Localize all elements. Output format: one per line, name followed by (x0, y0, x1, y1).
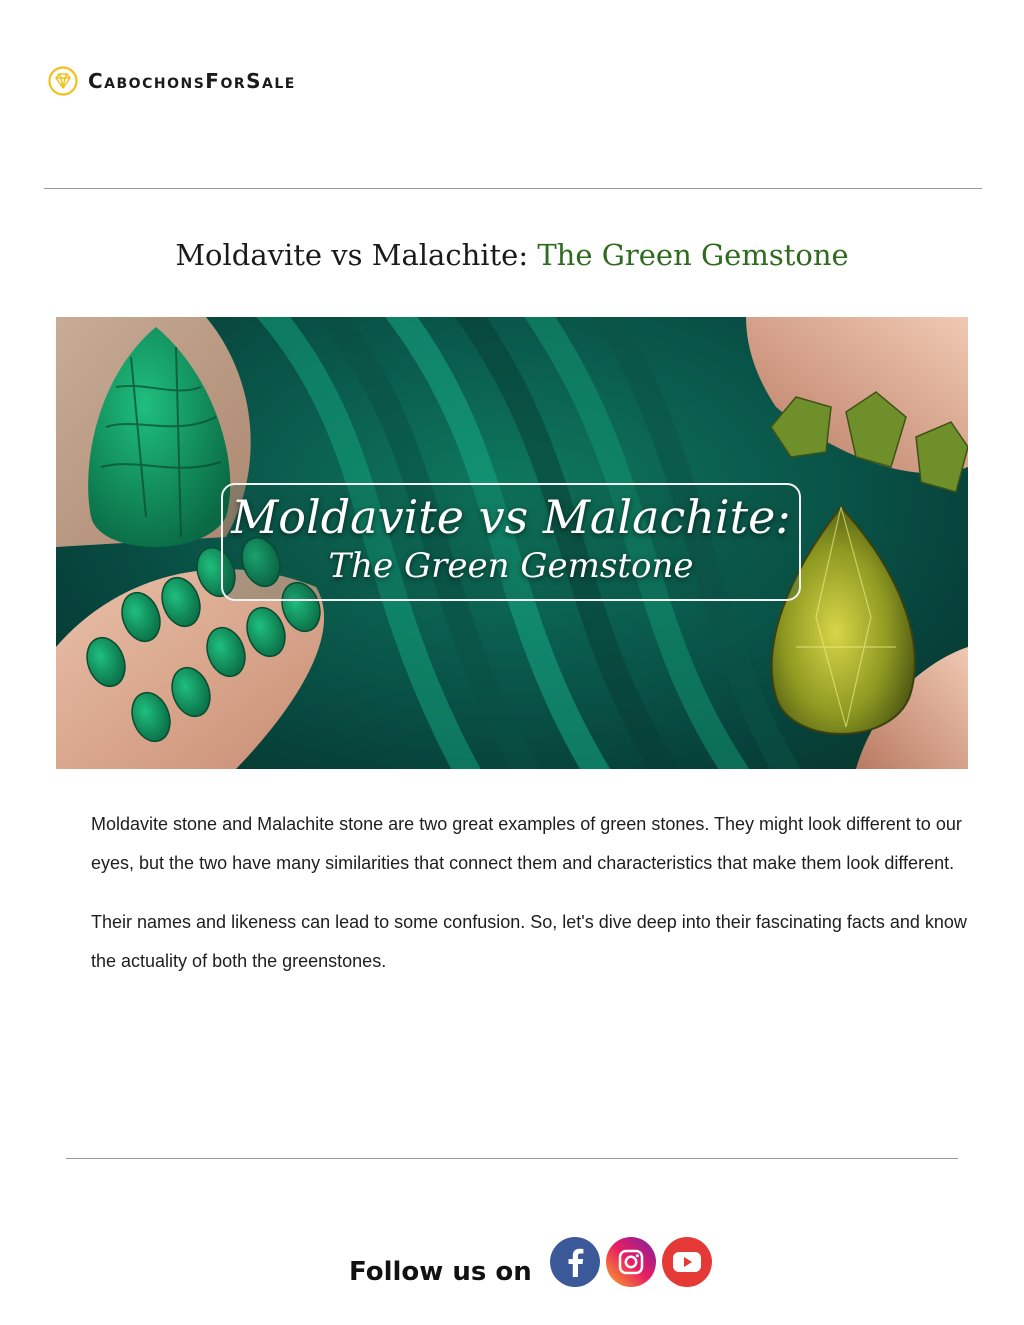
header-divider (44, 188, 982, 189)
title-accent: The Green Gemstone (537, 238, 849, 272)
article-body (91, 805, 986, 1001)
hero-caption-line1: Moldavite vs Malachite: (231, 490, 791, 544)
facebook-icon (562, 1247, 588, 1277)
youtube-icon (672, 1251, 702, 1273)
paragraph-2: Their names and likeness can lead to some confusion. So, let's dive deep into their fascinating facts and know the actuality of both the greenstones. (91, 912, 967, 971)
instagram-link[interactable] (606, 1237, 656, 1287)
gem-logo-icon (48, 66, 78, 96)
facebook-link[interactable] (550, 1237, 600, 1287)
social-follow (349, 1237, 718, 1287)
hero-image (56, 317, 968, 769)
article-title (0, 238, 1024, 272)
title-main: Moldavite vs Malachite: (175, 238, 529, 272)
follow-label: Follow us on (349, 1257, 532, 1287)
instagram-icon (617, 1248, 645, 1276)
brand-name: CabochonsForSale (88, 69, 296, 93)
youtube-link[interactable] (662, 1237, 712, 1287)
paragraph-1: Moldavite stone and Malachite stone are two great examples of green stones. They might look different to our eyes, but the two have many similarities that connect them and characteristics that make them look different. (91, 814, 962, 873)
brand-logo[interactable] (48, 66, 296, 96)
hero-caption-line2: The Green Gemstone (328, 546, 694, 586)
hero-caption-box (221, 483, 801, 601)
footer-divider (66, 1158, 958, 1159)
